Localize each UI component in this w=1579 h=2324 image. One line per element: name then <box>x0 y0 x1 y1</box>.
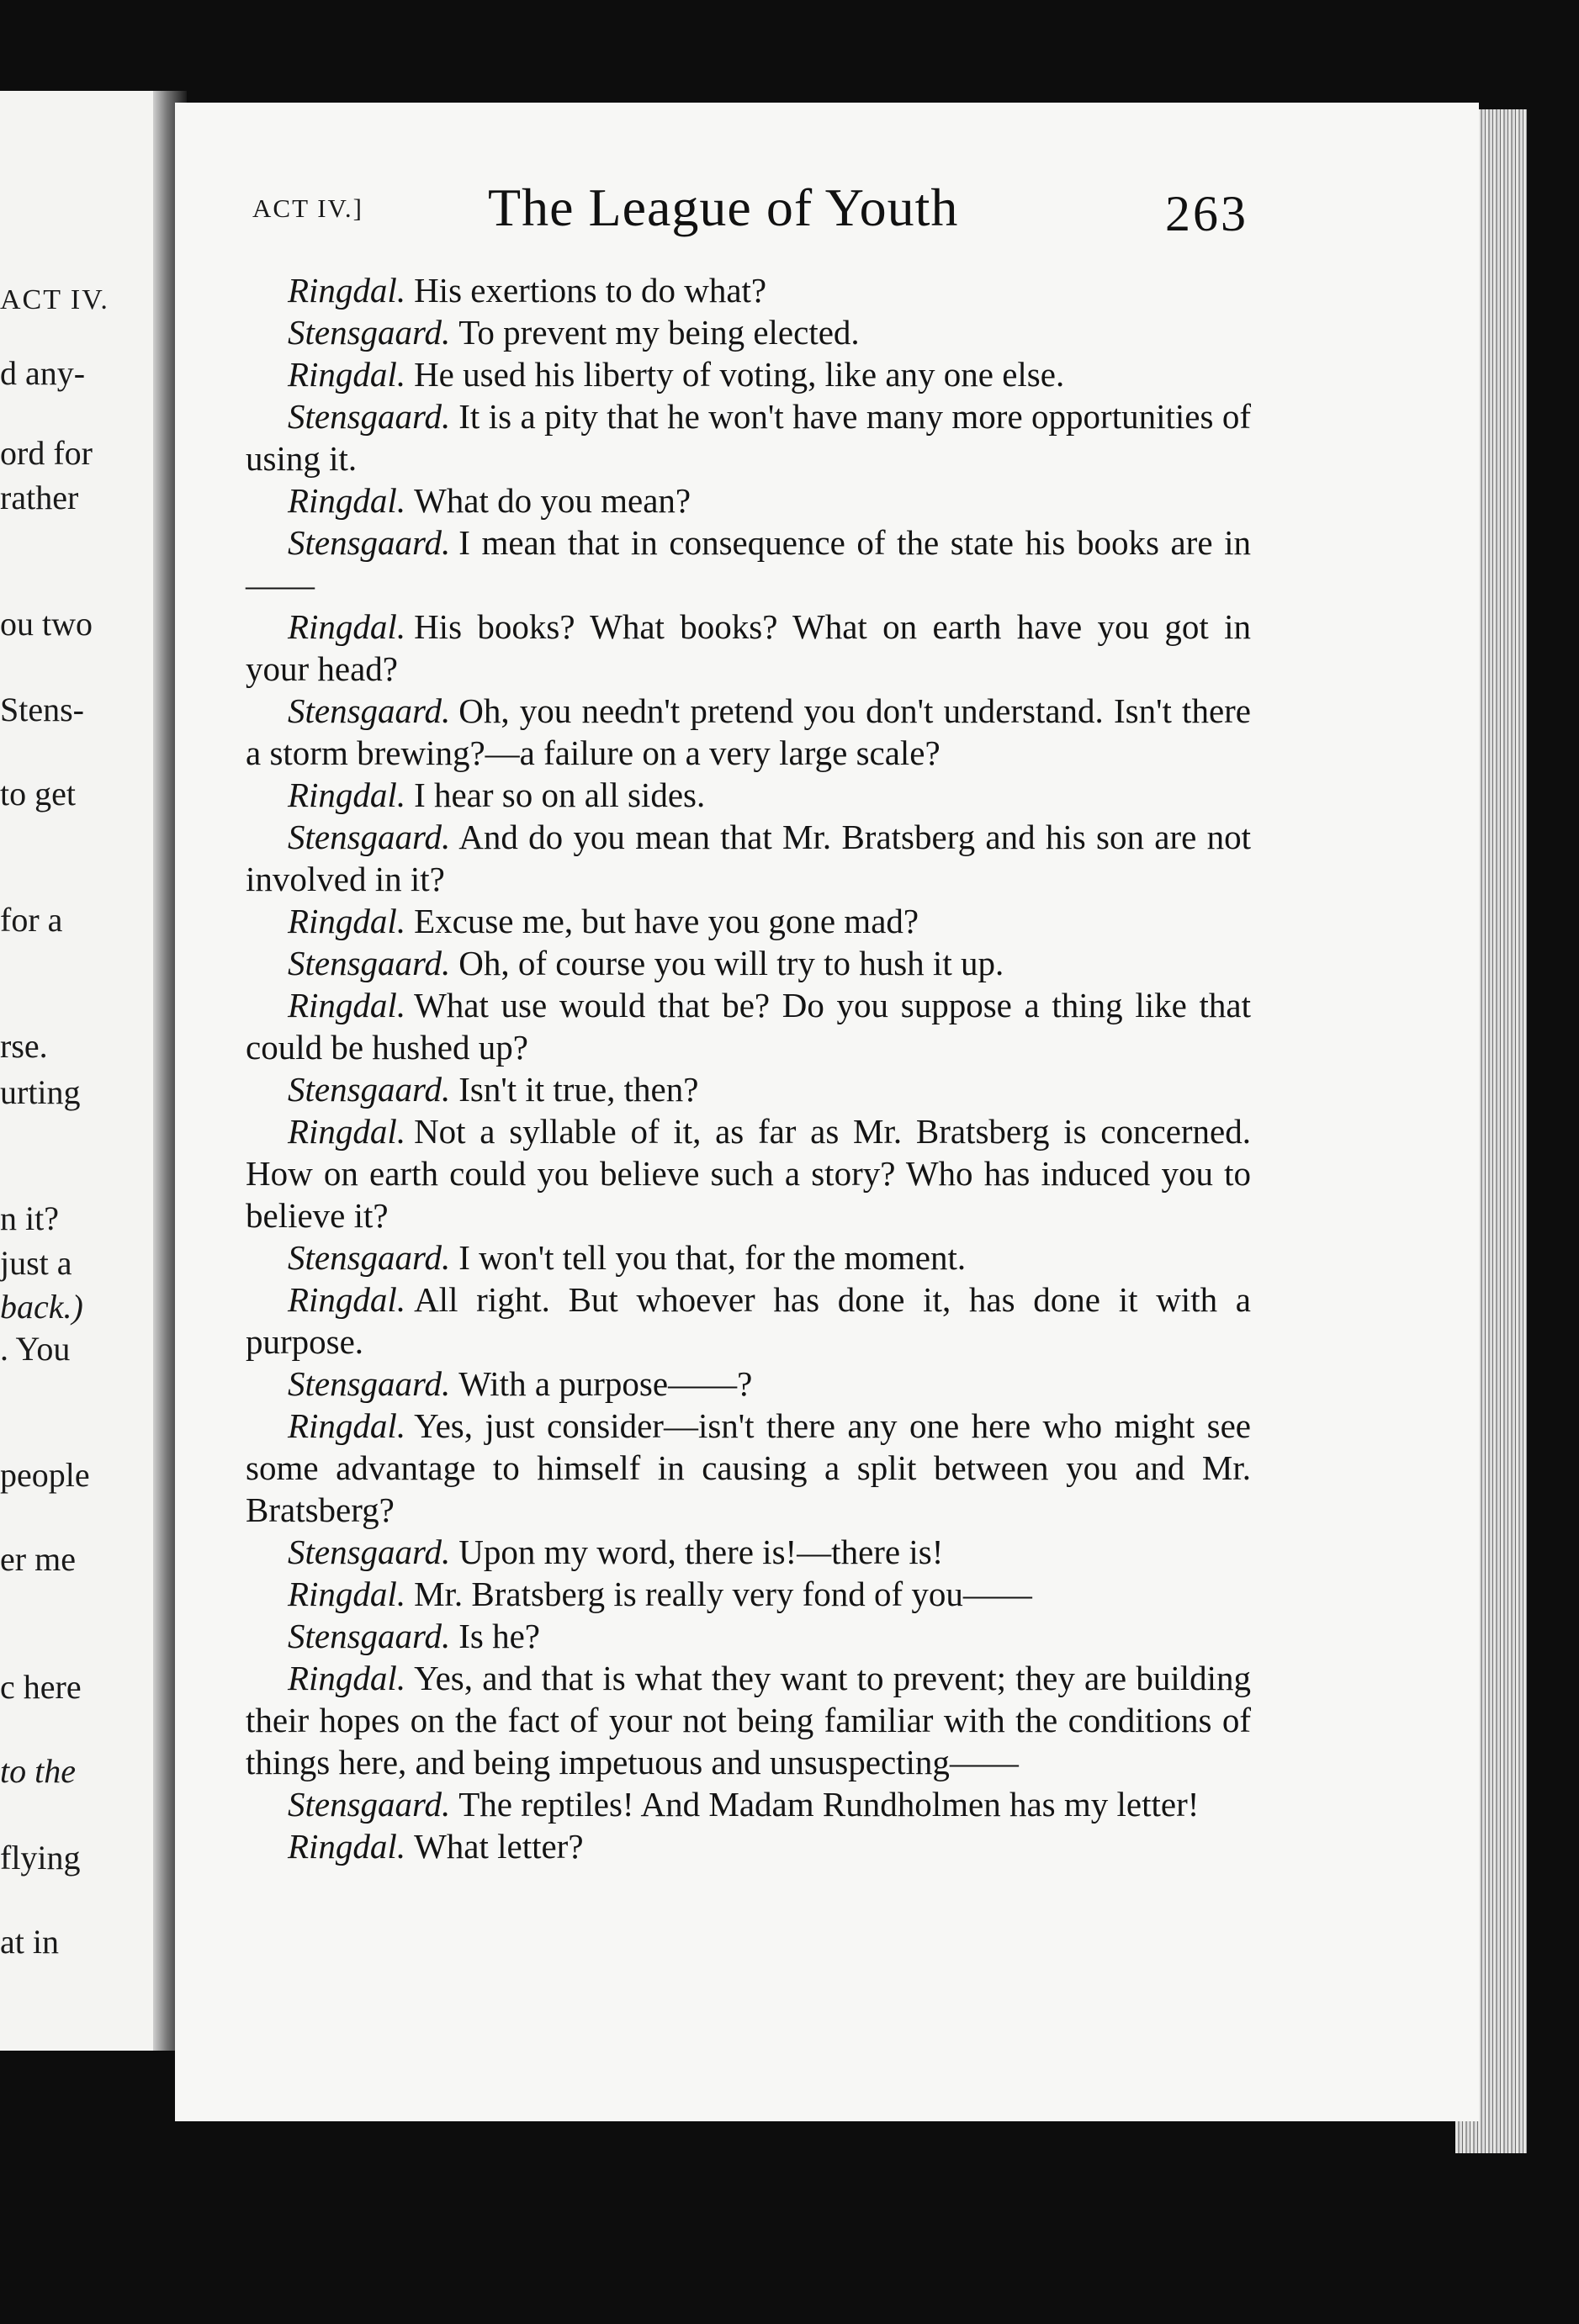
page-number: 263 <box>1165 186 1248 241</box>
left-page-fragment: back.) <box>0 1288 83 1326</box>
speaker-name: Ringdal. <box>288 481 406 520</box>
dialogue-line <box>246 1068 1251 1110</box>
speaker-name: Ringdal. <box>288 607 406 646</box>
speech-text: It is a pity that he won't have many more opportunities of using it. <box>246 397 1251 478</box>
dialogue-line <box>246 1825 1251 1867</box>
speech-text: Excuse me, but have you gone mad? <box>414 902 919 940</box>
speech-text: To prevent my being elected. <box>458 313 860 352</box>
speaker-name: Stensgaard. <box>288 523 451 562</box>
book-title: The League of Youth <box>488 177 959 237</box>
speaker-name: Stensgaard. <box>288 818 451 856</box>
dialogue-line <box>246 311 1251 353</box>
speech-text: What letter? <box>414 1827 584 1866</box>
left-page-fragment: ord for <box>0 434 93 472</box>
dialogue-line <box>246 1783 1251 1825</box>
left-page-fragment: just a <box>0 1244 72 1282</box>
dialogue-body <box>246 269 1251 1867</box>
dialogue-line <box>246 269 1251 311</box>
speech-text: With a purpose——? <box>458 1364 753 1403</box>
speech-text: Yes, and that is what they want to prevent; they are building their hopes on the fact of your not being familiar with the conditions of things here, and being impetuous and unsuspecting—— <box>246 1659 1251 1781</box>
speaker-name: Ringdal. <box>288 986 406 1024</box>
speaker-name: Ringdal. <box>288 1406 406 1445</box>
left-page-fragment: people <box>0 1456 90 1494</box>
speaker-name: Ringdal. <box>288 776 406 814</box>
left-page <box>0 91 153 2051</box>
left-page-fragment: er me <box>0 1540 76 1578</box>
speech-text: He used his liberty of voting, like any one else. <box>414 355 1065 394</box>
speech-text: Mr. Bratsberg is really very fond of you—— <box>414 1575 1032 1613</box>
speaker-name: Ringdal. <box>288 355 406 394</box>
speaker-name: Ringdal. <box>288 1575 406 1613</box>
speaker-name: Ringdal. <box>288 1827 406 1866</box>
dialogue-line <box>246 774 1251 816</box>
speaker-name: Stensgaard. <box>288 1364 451 1403</box>
speaker-name: Ringdal. <box>288 1112 406 1151</box>
speech-text: Upon my word, there is!—there is! <box>458 1533 944 1571</box>
speaker-name: Stensgaard. <box>288 313 451 352</box>
left-page-fragment: rse. <box>0 1027 48 1065</box>
speech-text: Isn't it true, then? <box>458 1070 699 1109</box>
left-page-fragment: n it? <box>0 1199 59 1237</box>
left-page-fragment: for a <box>0 901 63 939</box>
speech-text: His exertions to do what? <box>414 271 767 310</box>
left-page-fragment: ou two <box>0 605 93 643</box>
speaker-name: Ringdal. <box>288 271 406 310</box>
speech-text: The reptiles! And Madam Rundholmen has my letter! <box>458 1785 1200 1824</box>
left-page-fragment: d any- <box>0 354 86 392</box>
dialogue-line <box>246 479 1251 521</box>
left-page-fragment: flying <box>0 1839 81 1877</box>
speaker-name: Stensgaard. <box>288 691 451 730</box>
speaker-name: Stensgaard. <box>288 397 451 436</box>
dialogue-line <box>246 1531 1251 1573</box>
dialogue-line <box>246 1278 1251 1363</box>
speech-text: I hear so on all sides. <box>414 776 706 814</box>
dialogue-line <box>246 395 1251 479</box>
dialogue-line <box>246 1363 1251 1405</box>
speaker-name: Ringdal. <box>288 1659 406 1697</box>
left-page-fragment: urting <box>0 1073 81 1111</box>
speaker-name: Stensgaard. <box>288 1533 451 1571</box>
dialogue-line <box>246 1236 1251 1278</box>
dialogue-line <box>246 1615 1251 1657</box>
dialogue-line <box>246 984 1251 1068</box>
left-page-fragment: to get <box>0 775 76 813</box>
dialogue-line <box>246 816 1251 900</box>
dialogue-line <box>246 1657 1251 1783</box>
dialogue-line <box>246 353 1251 395</box>
speech-text: Oh, you needn't pretend you don't understand. Isn't there a storm brewing?—a failure on a very large scale? <box>246 691 1251 772</box>
left-page-fragment: . You <box>0 1330 71 1368</box>
dialogue-line <box>246 1573 1251 1615</box>
dialogue-line <box>246 1110 1251 1236</box>
running-head: ACT IV.] <box>252 193 363 223</box>
left-page-fragment: rather <box>0 479 79 516</box>
speaker-name: Stensgaard. <box>288 1070 451 1109</box>
speech-text: What use would that be? Do you suppose a thing like that could be hushed up? <box>246 986 1251 1067</box>
speech-text: And do you mean that Mr. Bratsberg and his son are not involved in it? <box>246 818 1251 898</box>
left-page-fragment: Stens- <box>0 691 84 728</box>
speech-text: I won't tell you that, for the moment. <box>458 1238 967 1277</box>
dialogue-line <box>246 690 1251 774</box>
left-page-fragment: c here <box>0 1668 82 1706</box>
left-page-running-head: ACT IV. <box>0 284 109 315</box>
speaker-name: Ringdal. <box>288 902 406 940</box>
speech-text: All right. But whoever has done it, has done it with a purpose. <box>246 1280 1251 1361</box>
left-page-fragment: at in <box>0 1923 59 1961</box>
page-header <box>252 177 1262 252</box>
speaker-name: Stensgaard. <box>288 1617 451 1655</box>
dialogue-line <box>246 606 1251 690</box>
speaker-name: Stensgaard. <box>288 1238 451 1277</box>
dialogue-line <box>246 521 1251 606</box>
dialogue-line <box>246 1405 1251 1531</box>
speech-text: What do you mean? <box>414 481 691 520</box>
speech-text: Is he? <box>458 1617 540 1655</box>
speech-text: His books? What books? What on earth have you got in your head? <box>246 607 1251 688</box>
speech-text: I mean that in consequence of the state his books are in—— <box>246 523 1251 604</box>
dialogue-line <box>246 900 1251 942</box>
speaker-name: Ringdal. <box>288 1280 406 1319</box>
speech-text: Yes, just consider—isn't there any one here who might see some advantage to himself in causing a split between you and Mr. Bratsberg? <box>246 1406 1251 1529</box>
speaker-name: Stensgaard. <box>288 944 451 982</box>
speech-text: Oh, of course you will try to hush it up. <box>458 944 1004 982</box>
left-page-fragment: to the <box>0 1752 76 1790</box>
speech-text: Not a syllable of it, as far as Mr. Bratsberg is concerned. How on earth could you believe such a story? Who has induced you to believe it? <box>246 1112 1251 1235</box>
speaker-name: Stensgaard. <box>288 1785 451 1824</box>
dialogue-line <box>246 942 1251 984</box>
